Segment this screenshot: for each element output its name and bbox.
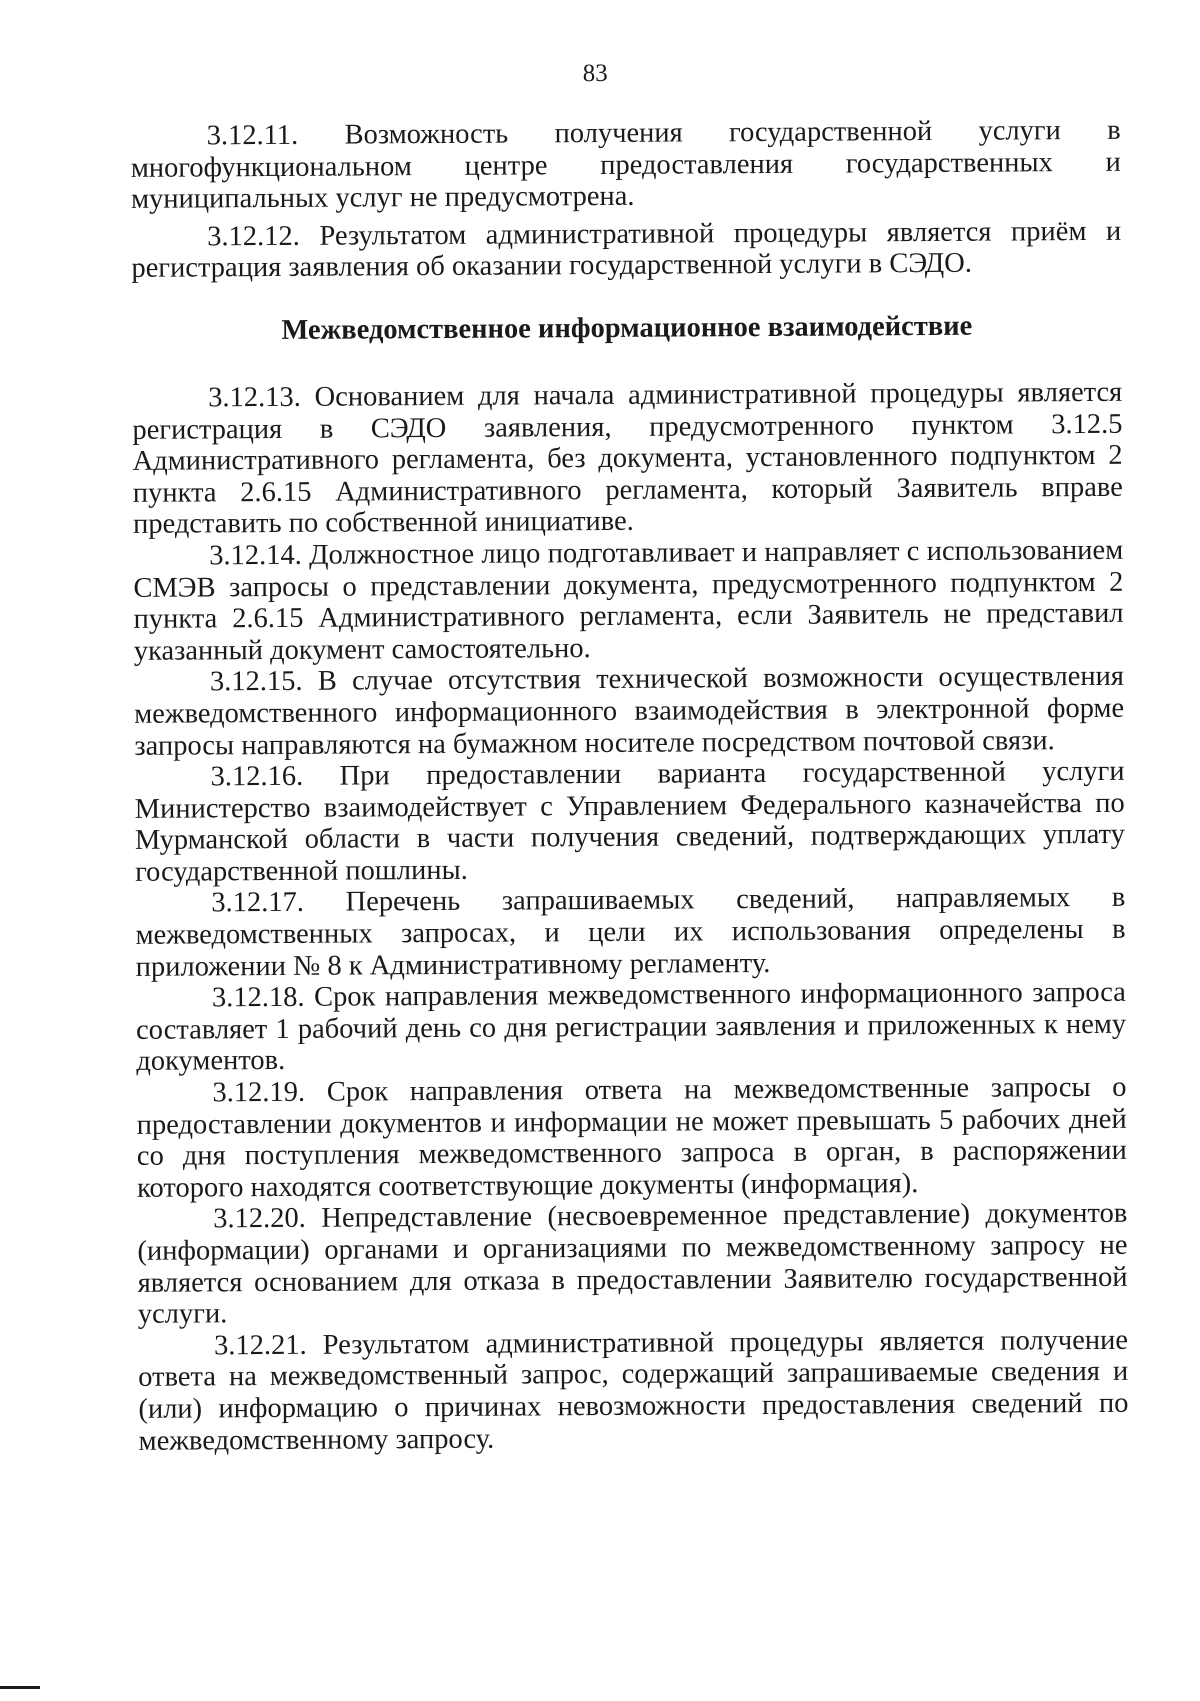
scan-edge-mark <box>0 1686 40 1689</box>
paragraph-3-12-18: 3.12.18. Срок направления межведомственного информационного запроса составляет 1 рабочий день со дня регистрации заявления и приложенных к нему документов. <box>136 977 1127 1078</box>
paragraph-3-12-21: 3.12.21. Результатом административной процедуры является получение ответа на межведомственный запрос, содержащий запрашиваемые сведения и (или) информацию о причинах невозможности предоставления сведений по межведомственному запросу. <box>138 1324 1129 1457</box>
paragraph-3-12-19: 3.12.19. Срок направления ответа на межведомственные запросы о предоставлении документов и информации не может превышать 5 рабочих дней со дня поступления межведомственного запроса в орган, в распоряжении которого находятся соответствующие документы (информация). <box>136 1071 1127 1204</box>
paragraph-3-12-16: 3.12.16. При предоставлении варианта государственной услуги Министерство взаимодействует с Управлением Федерального казначейства по Мурманской области в части получения сведений, подтверждающих уплату государственной пошлины. <box>134 755 1126 888</box>
paragraph-3-12-12: 3.12.12. Результатом административной процедуры является приём и регистрация заявления об оказании государственной услуги в СЭДО. <box>131 215 1122 285</box>
page-number: 83 <box>582 59 608 88</box>
paragraph-3-12-15: 3.12.15. В случае отсутствия технической возможности осуществления межведомственного информационного взаимодействия в электронной форме запросы направляются на бумажном носителе посредством почтовой связи. <box>134 661 1125 762</box>
paragraph-3-12-20: 3.12.20. Непредставление (несвоевременное представление) документов (информации) органами и организациями по межведомственному запросу не является основанием для отказа в предоставлении Заявителю государственной услуги. <box>137 1198 1128 1331</box>
paragraph-3-12-14: 3.12.14. Должностное лицо подготавливает и направляет с использованием СМЭВ запросы о представлении документа, предусмотренного подпунктом 2 пункта 2.6.15 Административного регламента, если Заявитель не представил указанный документ самостоятельно. <box>133 534 1124 667</box>
paragraph-3-12-13: 3.12.13. Основанием для начала административной процедуры является регистрация в СЭДО заявления, предусмотренного пунктом 3.12.5 Административного регламента, без документа, установленного подпунктом 2 пункта 2.6.15 Административного регламента, который Заявитель вправе представить по собственной инициативе. <box>132 376 1123 541</box>
paragraph-3-12-17: 3.12.17. Перечень запрашиваемых сведений, направляемых в межведомственных запросах, и цели их использования определены в приложении № 8 к Административному регламенту. <box>135 882 1126 983</box>
paragraph-3-12-11: 3.12.11. Возможность получения государственной услуги в многофункциональном центре предоставления государственных и муниципальных услуг не предусмотрена. <box>130 114 1121 216</box>
document-body <box>131 115 1129 1457</box>
section-heading: Межведомственное информационное взаимодействие <box>281 310 973 346</box>
